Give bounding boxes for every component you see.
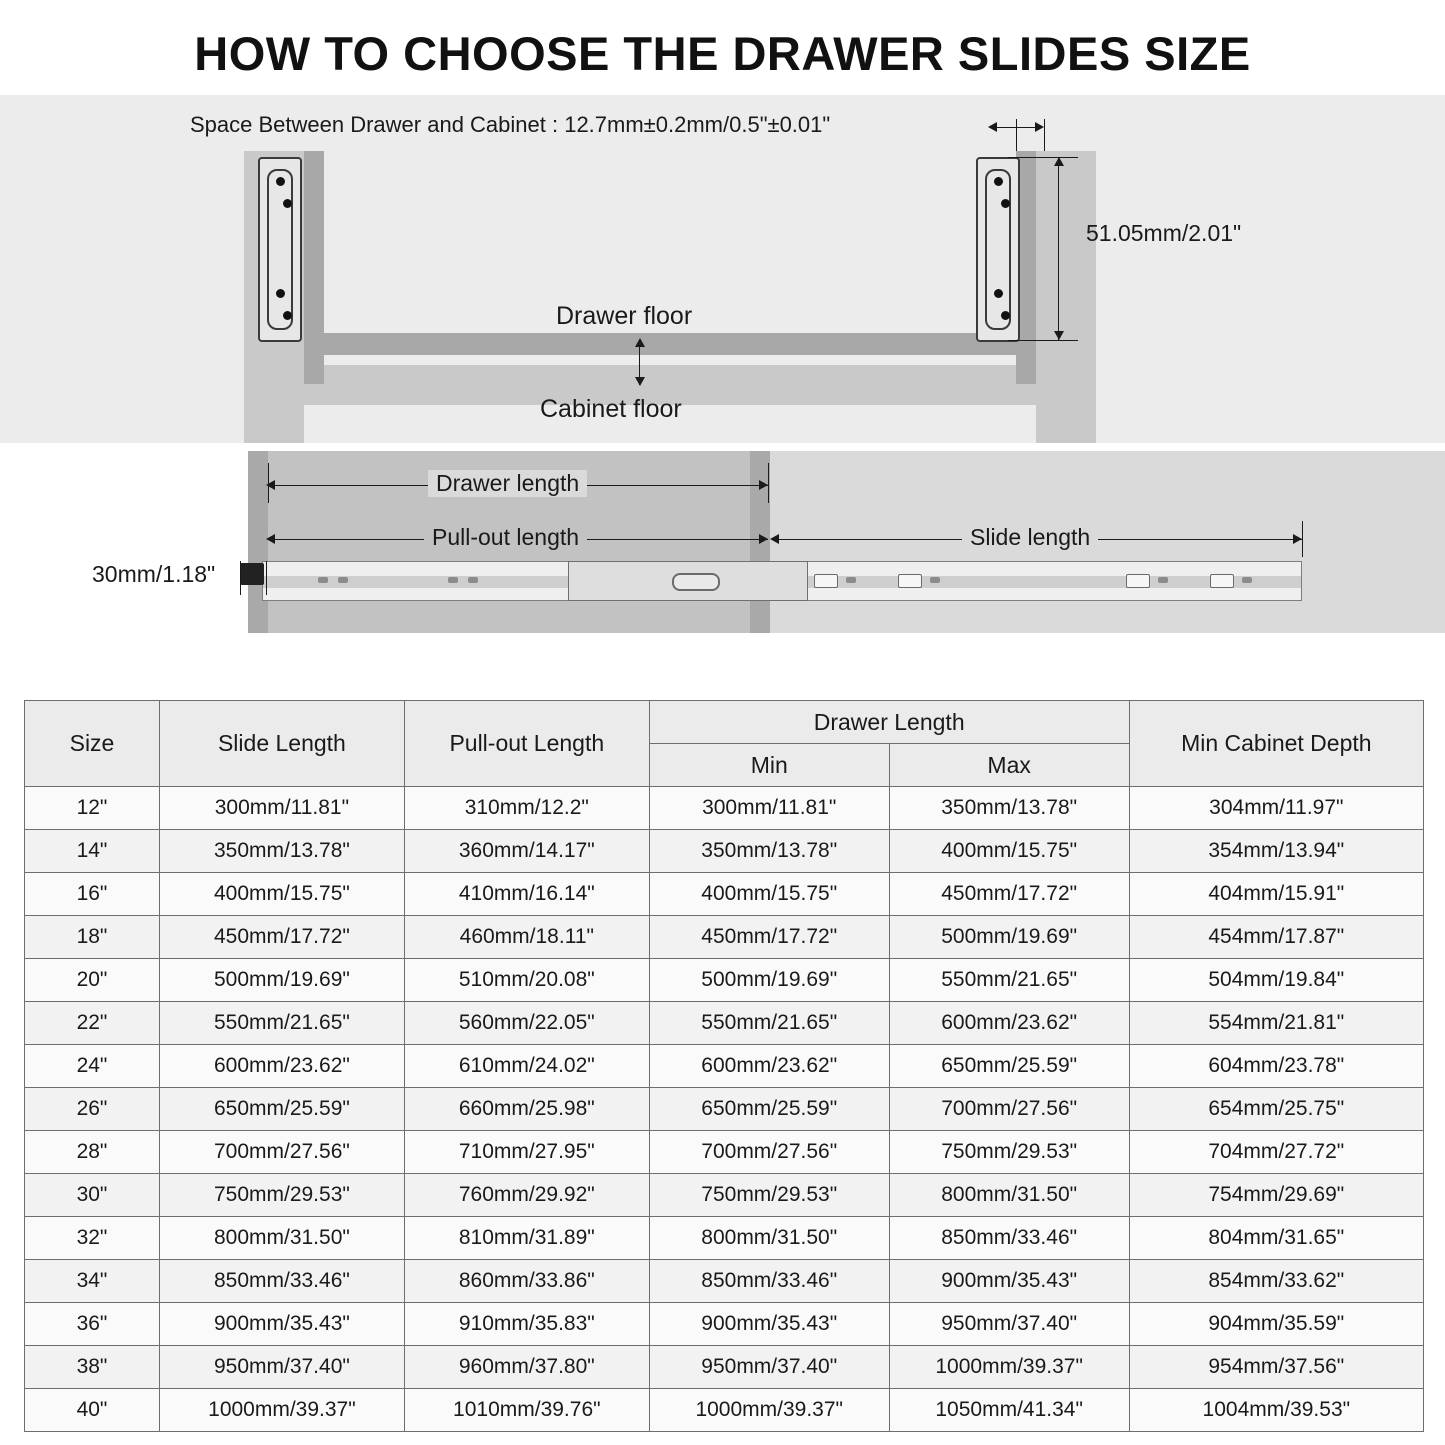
cell-min-cabinet-depth: 754mm/29.69": [1129, 1174, 1423, 1217]
cell-pullout-length: 960mm/37.80": [404, 1346, 649, 1389]
table-row: [25, 916, 1424, 959]
pullout-length-arrow-left: [266, 534, 275, 544]
offset-tick-left: [240, 561, 241, 595]
cell-drawer-max: 650mm/25.59": [889, 1045, 1129, 1088]
cell-size: 40": [25, 1389, 160, 1432]
cell-pullout-length: 660mm/25.98": [404, 1088, 649, 1131]
cell-drawer-min: 300mm/11.81": [649, 787, 889, 830]
space-dim-arrow-left: [988, 122, 997, 132]
cell-slide-length: 300mm/11.81": [159, 787, 404, 830]
cell-min-cabinet-depth: 954mm/37.56": [1129, 1346, 1423, 1389]
cell-min-cabinet-depth: 304mm/11.97": [1129, 787, 1423, 830]
cell-min-cabinet-depth: 704mm/27.72": [1129, 1131, 1423, 1174]
cell-pullout-length: 410mm/16.14": [404, 873, 649, 916]
height-dim-arrow-up: [1054, 157, 1064, 166]
slide-length-label: Slide length: [962, 524, 1098, 551]
cell-size: 24": [25, 1045, 160, 1088]
table-row: [25, 830, 1424, 873]
cell-drawer-min: 1000mm/39.37": [649, 1389, 889, 1432]
cell-pullout-length: 860mm/33.86": [404, 1260, 649, 1303]
cell-drawer-max: 750mm/29.53": [889, 1131, 1129, 1174]
height-dim-ext-bottom: [1008, 340, 1078, 341]
cell-size: 36": [25, 1303, 160, 1346]
cell-slide-length: 450mm/17.72": [159, 916, 404, 959]
cell-size: 14": [25, 830, 160, 873]
cell-min-cabinet-depth: 654mm/25.75": [1129, 1088, 1423, 1131]
cell-pullout-length: 460mm/18.11": [404, 916, 649, 959]
rail-hole-icon: [1001, 199, 1010, 208]
header-min-cabinet-depth: Min Cabinet Depth: [1129, 701, 1423, 787]
cell-slide-length: 950mm/37.40": [159, 1346, 404, 1389]
cell-drawer-min: 700mm/27.56": [649, 1131, 889, 1174]
cell-drawer-min: 750mm/29.53": [649, 1174, 889, 1217]
cross-section-diagram: [0, 95, 1445, 443]
table-header-row-1: [25, 701, 1424, 744]
cell-pullout-length: 510mm/20.08": [404, 959, 649, 1002]
offset-dimension-label: 30mm/1.18": [92, 561, 216, 587]
slide-small-hole-icon: [1158, 577, 1168, 583]
cell-pullout-length: 710mm/27.95": [404, 1131, 649, 1174]
cell-size: 18": [25, 916, 160, 959]
cell-drawer-max: 400mm/15.75": [889, 830, 1129, 873]
cell-min-cabinet-depth: 504mm/19.84": [1129, 959, 1423, 1002]
cell-min-cabinet-depth: 904mm/35.59": [1129, 1303, 1423, 1346]
slide-height-dimension: 51.05mm/2.01": [1086, 220, 1242, 246]
cell-slide-length: 900mm/35.43": [159, 1303, 404, 1346]
cell-drawer-min: 450mm/17.72": [649, 916, 889, 959]
drawer-slide-size-table: [24, 700, 1424, 1432]
slide-mount-hole-icon: [1210, 574, 1234, 588]
cell-min-cabinet-depth: 854mm/33.62": [1129, 1260, 1423, 1303]
slide-rail-left: [258, 157, 302, 342]
slide-small-hole-icon: [338, 577, 348, 583]
slide-oval-hole-icon: [672, 573, 720, 591]
table-row: [25, 1131, 1424, 1174]
cell-min-cabinet-depth: 554mm/21.81": [1129, 1002, 1423, 1045]
cell-pullout-length: 310mm/12.2": [404, 787, 649, 830]
pullout-length-label: Pull-out length: [424, 524, 587, 551]
table-row: [25, 1217, 1424, 1260]
cell-min-cabinet-depth: 804mm/31.65": [1129, 1217, 1423, 1260]
slide-length-arrow-right: [1293, 534, 1302, 544]
cell-pullout-length: 810mm/31.89": [404, 1217, 649, 1260]
height-dim-ext-top: [1008, 157, 1078, 158]
table-row: [25, 1045, 1424, 1088]
cell-pullout-length: 360mm/14.17": [404, 830, 649, 873]
slide-small-hole-icon: [318, 577, 328, 583]
cell-slide-length: 600mm/23.62": [159, 1045, 404, 1088]
cell-min-cabinet-depth: 1004mm/39.53": [1129, 1389, 1423, 1432]
table-row: [25, 1088, 1424, 1131]
table-row: [25, 1002, 1424, 1045]
height-dim-arrow-down: [1054, 331, 1064, 340]
drawer-front-wall: [248, 451, 268, 633]
drawer-floor-label: Drawer floor: [556, 302, 693, 330]
cell-min-cabinet-depth: 604mm/23.78": [1129, 1045, 1423, 1088]
drawer-length-tick-left: [268, 463, 269, 503]
table-body: [25, 787, 1424, 1432]
cell-slide-length: 850mm/33.46": [159, 1260, 404, 1303]
slide-length-diagram: [0, 443, 1445, 665]
cell-size: 38": [25, 1346, 160, 1389]
cell-drawer-max: 500mm/19.69": [889, 916, 1129, 959]
cell-slide-length: 650mm/25.59": [159, 1088, 404, 1131]
slide-mount-hole-icon: [898, 574, 922, 588]
table-row: [25, 959, 1424, 1002]
cell-drawer-min: 900mm/35.43": [649, 1303, 889, 1346]
size-table-container: [24, 700, 1424, 1432]
slide-length-tick-right: [1302, 521, 1303, 557]
header-slide-length: Slide Length: [159, 701, 404, 787]
cell-min-cabinet-depth: 454mm/17.87": [1129, 916, 1423, 959]
header-drawer-length: Drawer Length: [649, 701, 1129, 744]
cell-size: 26": [25, 1088, 160, 1131]
cell-drawer-min: 500mm/19.69": [649, 959, 889, 1002]
rail-hole-icon: [1001, 311, 1010, 320]
table-row: [25, 1260, 1424, 1303]
cell-drawer-min: 650mm/25.59": [649, 1088, 889, 1131]
cell-drawer-max: 550mm/21.65": [889, 959, 1129, 1002]
cell-drawer-max: 1050mm/41.34": [889, 1389, 1129, 1432]
slide-small-hole-icon: [1242, 577, 1252, 583]
cell-min-cabinet-depth: 404mm/15.91": [1129, 873, 1423, 916]
rail-hole-icon: [994, 289, 1003, 298]
cell-pullout-length: 910mm/35.83": [404, 1303, 649, 1346]
rail-hole-icon: [283, 311, 292, 320]
slide-rail-left-inner: [267, 169, 293, 330]
cell-drawer-max: 450mm/17.72": [889, 873, 1129, 916]
cell-slide-length: 800mm/31.50": [159, 1217, 404, 1260]
table-row: [25, 1346, 1424, 1389]
cabinet-floor-label: Cabinet floor: [540, 395, 682, 423]
cell-size: 16": [25, 873, 160, 916]
cell-drawer-min: 850mm/33.46": [649, 1260, 889, 1303]
rail-hole-icon: [276, 289, 285, 298]
cell-drawer-min: 400mm/15.75": [649, 873, 889, 916]
floor-gap-arrow-down: [635, 377, 645, 386]
cell-drawer-min: 600mm/23.62": [649, 1045, 889, 1088]
cell-pullout-length: 1010mm/39.76": [404, 1389, 649, 1432]
table-header: [25, 701, 1424, 787]
cell-slide-length: 1000mm/39.37": [159, 1389, 404, 1432]
cell-size: 12": [25, 787, 160, 830]
header-pullout-length: Pull-out Length: [404, 701, 649, 787]
pullout-length-arrow-right: [759, 534, 768, 544]
cell-drawer-max: 700mm/27.56": [889, 1088, 1129, 1131]
header-drawer-min: Min: [649, 744, 889, 787]
cell-slide-length: 750mm/29.53": [159, 1174, 404, 1217]
cell-slide-length: 700mm/27.56": [159, 1131, 404, 1174]
table-row: [25, 1174, 1424, 1217]
cell-drawer-max: 900mm/35.43": [889, 1260, 1129, 1303]
table-row: [25, 873, 1424, 916]
cell-pullout-length: 610mm/24.02": [404, 1045, 649, 1088]
space-dim-tick-right: [1044, 119, 1045, 155]
cell-drawer-max: 1000mm/39.37": [889, 1346, 1129, 1389]
cell-slide-length: 500mm/19.69": [159, 959, 404, 1002]
cell-size: 30": [25, 1174, 160, 1217]
cell-drawer-max: 600mm/23.62": [889, 1002, 1129, 1045]
slide-rail-right-inner: [985, 169, 1011, 330]
cell-drawer-min: 350mm/13.78": [649, 830, 889, 873]
drawer-floor-shape: [304, 333, 1036, 355]
header-drawer-max: Max: [889, 744, 1129, 787]
slide-mount-hole-icon: [1126, 574, 1150, 588]
cell-size: 28": [25, 1131, 160, 1174]
rail-hole-icon: [276, 177, 285, 186]
slide-rail-end-stop: [240, 563, 264, 585]
drawer-length-label: Drawer length: [428, 470, 587, 497]
cell-drawer-min: 950mm/37.40": [649, 1346, 889, 1389]
cell-size: 20": [25, 959, 160, 1002]
table-row: [25, 1303, 1424, 1346]
floor-gap-arrow-up: [635, 338, 645, 347]
cell-drawer-max: 950mm/37.40": [889, 1303, 1129, 1346]
cell-drawer-min: 800mm/31.50": [649, 1217, 889, 1260]
table-row: [25, 1389, 1424, 1432]
offset-tick-right: [266, 561, 267, 595]
cell-drawer-max: 350mm/13.78": [889, 787, 1129, 830]
drawer-length-tick-right: [768, 463, 769, 503]
rail-hole-icon: [283, 199, 292, 208]
height-dim-line: [1058, 157, 1059, 340]
cell-slide-length: 350mm/13.78": [159, 830, 404, 873]
cell-drawer-max: 850mm/33.46": [889, 1217, 1129, 1260]
slide-small-hole-icon: [930, 577, 940, 583]
header-size: Size: [25, 701, 160, 787]
cell-min-cabinet-depth: 354mm/13.94": [1129, 830, 1423, 873]
cell-slide-length: 550mm/21.65": [159, 1002, 404, 1045]
drawer-length-arrow-right: [759, 480, 768, 490]
space-dim-tick-left: [1016, 119, 1017, 155]
cell-drawer-max: 800mm/31.50": [889, 1174, 1129, 1217]
slide-small-hole-icon: [846, 577, 856, 583]
cell-size: 34": [25, 1260, 160, 1303]
cell-pullout-length: 560mm/22.05": [404, 1002, 649, 1045]
slide-small-hole-icon: [448, 577, 458, 583]
cell-size: 32": [25, 1217, 160, 1260]
space-between-note: Space Between Drawer and Cabinet : 12.7mm±0.2mm/0.5"±0.01": [190, 112, 831, 137]
slide-mount-hole-icon: [814, 574, 838, 588]
slide-length-arrow-left: [770, 534, 779, 544]
slide-small-hole-icon: [468, 577, 478, 583]
table-row: [25, 787, 1424, 830]
page-title: HOW TO CHOOSE THE DRAWER SLIDES SIZE: [194, 27, 1251, 80]
cell-slide-length: 400mm/15.75": [159, 873, 404, 916]
space-dim-arrow-right: [1035, 122, 1044, 132]
cell-size: 22": [25, 1002, 160, 1045]
rail-hole-icon: [994, 177, 1003, 186]
slide-rail-right: [976, 157, 1020, 342]
cell-drawer-min: 550mm/21.65": [649, 1002, 889, 1045]
cell-pullout-length: 760mm/29.92": [404, 1174, 649, 1217]
